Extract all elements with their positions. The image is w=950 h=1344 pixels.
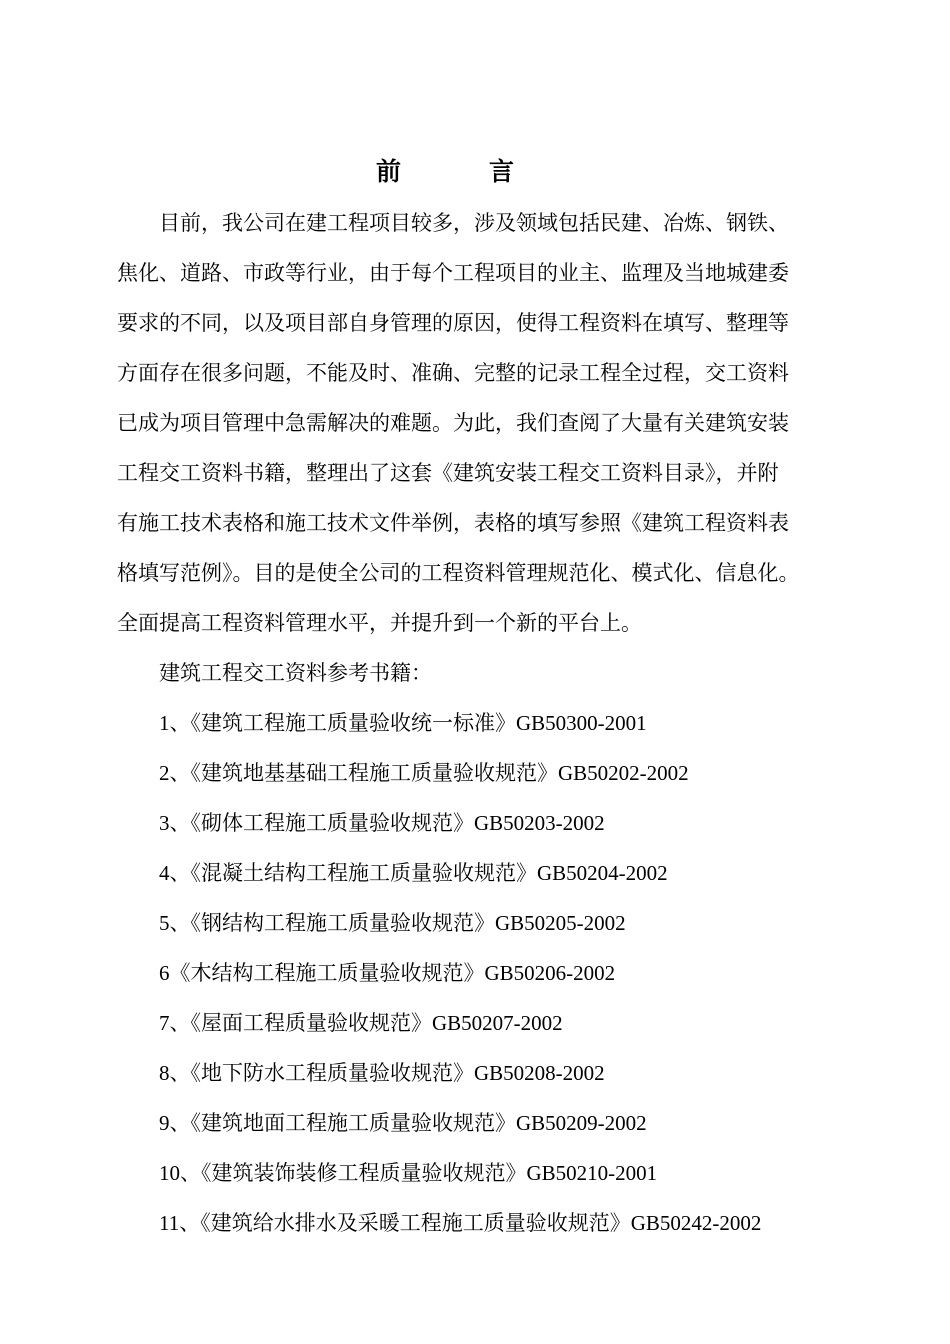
paragraph-line: 已成为项目管理中急需解决的难题。为此，我们查阅了大量有关建筑安装 xyxy=(117,411,789,435)
reference-item: 9、《建筑地面工程施工质量验收规范》GB50209-2002 xyxy=(159,1111,647,1135)
paragraph-line: 有施工技术表格和施工技术文件举例，表格的填写参照《建筑工程资料表 xyxy=(117,511,789,535)
paragraph-line: 目前，我公司在建工程项目较多，涉及领域包括民建、冶炼、钢铁、 xyxy=(159,211,789,235)
reference-item: 10、《建筑装饰装修工程质量验收规范》GB50210-2001 xyxy=(159,1161,658,1185)
paragraph-line: 要求的不同，以及项目部自身管理的原因，使得工程资料在填写、整理等 xyxy=(117,311,789,335)
paragraph-line: 焦化、道路、市政等行业，由于每个工程项目的业主、监理及当地城建委 xyxy=(117,261,789,285)
references-list xyxy=(117,698,859,1248)
paragraph-line: 全面提高工程资料管理水平，并提升到一个新的平台上。 xyxy=(117,611,642,635)
reference-item: 7、《屋面工程质量验收规范》GB50207-2002 xyxy=(159,1011,563,1035)
intro-paragraph xyxy=(117,198,859,648)
paragraph-line: 工程交工资料书籍，整理出了这套《建筑安装工程交工资料目录》，并附 xyxy=(117,461,779,485)
reference-item: 8、《地下防水工程质量验收规范》GB50208-2002 xyxy=(159,1061,605,1085)
references-heading: 建筑工程交工资料参考书籍： xyxy=(159,661,432,685)
paragraph-line: 方面存在很多问题，不能及时、准确、完整的记录工程全过程，交工资料 xyxy=(117,361,789,385)
reference-item: 4、《混凝土结构工程施工质量验收规范》GB50204-2002 xyxy=(159,861,668,885)
reference-item: 1、《建筑工程施工质量验收统一标准》GB50300-2001 xyxy=(159,711,647,735)
reference-item: 5、《钢结构工程施工质量验收规范》GB50205-2002 xyxy=(159,911,626,935)
reference-item: 6《木结构工程施工质量验收规范》GB50206-2002 xyxy=(159,961,616,985)
reference-item: 2、《建筑地基基础工程施工质量验收规范》GB50202-2002 xyxy=(159,761,689,785)
page-title: 前言 xyxy=(375,157,602,186)
paragraph-line: 格填写范例》。目的是使全公司的工程资料管理规范化、模式化、信息化。 xyxy=(117,561,800,585)
document-body xyxy=(117,198,859,1248)
reference-item: 11、《建筑给水排水及采暖工程施工质量验收规范》GB50242-2002 xyxy=(159,1211,762,1235)
reference-item: 3、《砌体工程施工质量验收规范》GB50203-2002 xyxy=(159,811,605,835)
